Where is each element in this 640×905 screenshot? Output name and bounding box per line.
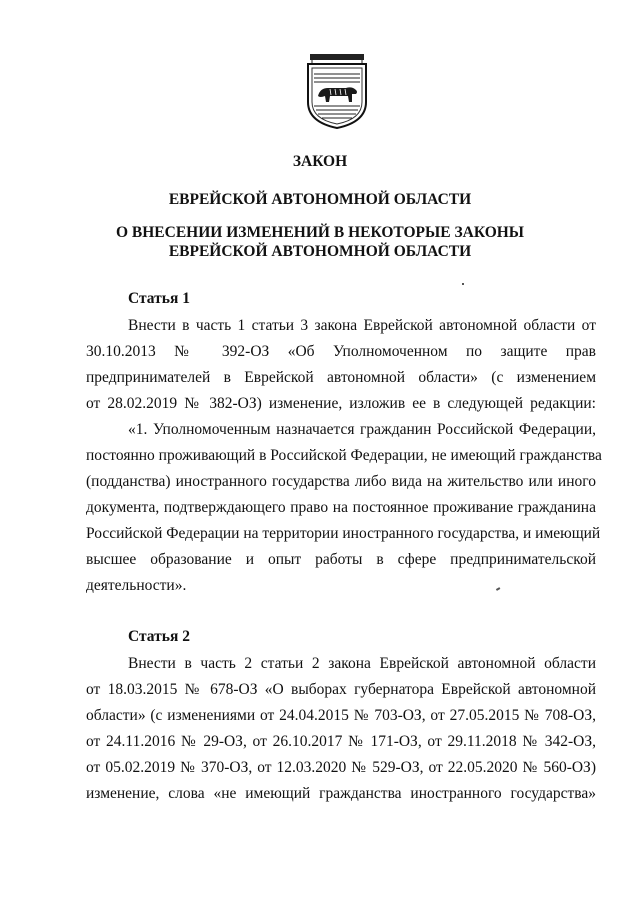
article-1-line: «1. Уполномоченным назначается гражданин Российской Федерации, [128,421,596,438]
article-1-line: документа, подтверждающего право на постоянное проживание гражданина [86,499,596,516]
article-2-line: изменение, слова «не имеющий гражданства иностранного государства» [86,785,596,802]
article-1-line: Внести в часть 1 статьи 3 закона Еврейской автономной области от [128,317,596,334]
article-1-line: высшее образование и опыт работы в сфере предпринимательской [86,551,596,568]
article-1-title: Статья 1 [128,290,190,307]
article-1-line: 30.10.2013 № 392-ОЗ «Об Уполномоченном по защите прав [86,343,596,360]
scan-dot [462,283,464,285]
article-2-title: Статья 2 [128,628,190,645]
article-1-line: предпринимателей в Еврейской автономной области» (с изменением [86,369,596,386]
article-2-line: от 24.11.2016 № 29-ОЗ, от 26.10.2017 № 171-ОЗ, от 29.11.2018 № 342-ОЗ, [86,733,596,750]
article-1-line: от 28.02.2019 № 382-ОЗ) изменение, изложив ее в следующей редакции: [86,395,596,412]
article-2-line: от 05.02.2019 № 370-ОЗ, от 12.03.2020 № 529-ОЗ, от 22.05.2020 № 560-ОЗ) [86,759,596,776]
law-subject-line-1: О ВНЕСЕНИИ ИЗМЕНЕНИЙ В НЕКОТОРЫЕ ЗАКОНЫ [115,224,525,241]
article-1-line: деятельности». [86,577,187,594]
document-type-heading: ЗАКОН [292,153,348,170]
article-1-line: (подданства) иностранного государства либо вида на жительство или иного [86,473,596,490]
law-subject-line-2: ЕВРЕЙСКОЙ АВТОНОМНОЙ ОБЛАСТИ [168,243,472,260]
article-1-line: постоянно проживающий в Российской Федерации, не имеющий гражданства [86,447,602,464]
article-2-line: от 18.03.2015 № 678-ОЗ «О выборах губернатора Еврейской автономной [86,681,596,698]
article-2-line: области» (с изменениями от 24.04.2015 № 703-ОЗ, от 27.05.2015 № 708-ОЗ, [86,707,596,724]
scan-mark [496,587,500,590]
coat-of-arms-emblem [302,50,372,130]
article-2-line: Внести в часть 2 статьи 2 закона Еврейской автономной области [128,655,596,672]
region-heading: ЕВРЕЙСКОЙ АВТОНОМНОЙ ОБЛАСТИ [168,191,472,208]
article-1-line: Российской Федерации на территории иностранного государства, и имеющий [86,525,601,542]
